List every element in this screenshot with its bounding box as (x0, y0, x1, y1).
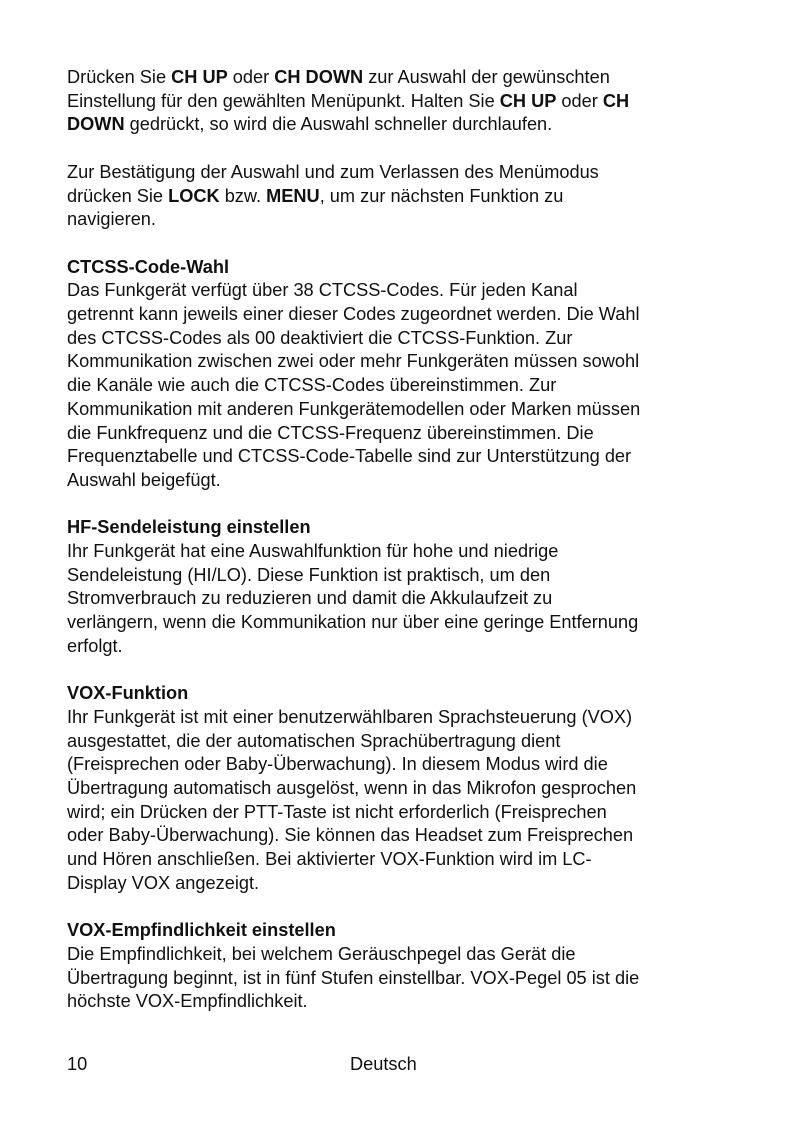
text-line: Übertragung automatisch ausgelöst, wenn in das Mikrofon gesprochen (67, 778, 637, 799)
text-line: und Hören anschließen. Bei aktivierter VOX-Funktion wird im LC- (67, 849, 592, 870)
key-menu: MENU (266, 185, 320, 206)
text-line: Kommunikation zwischen zwei oder mehr Funkgeräten müssen sowohl (67, 351, 640, 372)
intro-paragraph-confirm (67, 161, 747, 232)
text-line: Ihr Funkgerät hat eine Auswahlfunktion für hohe und niedrige (67, 541, 559, 562)
section-heading: VOX-Funktion (67, 683, 189, 704)
text-line: Stromverbrauch zu reduzieren und damit die Akkulaufzeit zu (67, 588, 553, 609)
text-line: Das Funkgerät verfügt über 38 CTCSS-Codes. Für jeden Kanal (67, 280, 578, 301)
footer-language: Deutsch (350, 1054, 417, 1074)
text-line: (Freisprechen oder Baby-Überwachung). In diesem Modus wird die (67, 754, 608, 775)
section-vox-sensitivity (67, 919, 747, 1014)
text-line: die Funkfrequenz und die CTCSS-Frequenz übereinstimmen. Die (67, 422, 594, 443)
text-line: Ihr Funkgerät ist mit einer benutzerwählbaren Sprachsteuerung (VOX) (67, 706, 633, 727)
key-ch-up: CH UP (499, 90, 557, 111)
text-line: erfolgt. (67, 635, 123, 656)
text-line: Display VOX angezeigt. (67, 872, 260, 893)
key-ch-down: CH DOWN (274, 67, 364, 87)
text-line: Übertragung beginnt, ist in fünf Stufen einstellbar. VOX-Pegel 05 ist die (67, 967, 640, 988)
text-line: drücken Sie LOCK bzw. MENU, um zur nächsten Funktion zu (67, 185, 564, 206)
text-line: wird; ein Drücken der PTT-Taste ist nicht erforderlich (Freisprechen (67, 801, 607, 822)
section-vox-function (67, 682, 747, 895)
text-line: ausgestattet, die der automatischen Sprachübertragung dient (67, 730, 561, 751)
key-ch-up: CH UP (171, 67, 228, 87)
section-heading: VOX-Empfindlichkeit einstellen (67, 920, 336, 941)
section-hf-power (67, 516, 747, 658)
text-line: Die Empfindlichkeit, bei welchem Geräuschpegel das Gerät die (67, 943, 576, 964)
key-lock: LOCK (168, 185, 220, 206)
key-ch-down-part: DOWN (67, 114, 125, 135)
text-line: die Kanäle wie auch die CTCSS-Codes übereinstimmen. Zur (67, 375, 557, 396)
text-line: Frequenztabelle und CTCSS-Code-Tabelle sind zur Unterstützung der (67, 446, 632, 467)
text-line: getrennt kann jeweils einer dieser Codes zugeordnet werden. Die Wahl (67, 304, 640, 324)
text-line: Drücken Sie CH UP oder CH DOWN zur Auswahl der gewünschten (67, 67, 610, 87)
text-line: DOWN gedrückt, so wird die Auswahl schneller durchlaufen. (67, 114, 553, 135)
text-line: Zur Bestätigung der Auswahl und zum Verlassen des Menümodus (67, 161, 599, 182)
key-ch-down-part: CH (602, 90, 630, 111)
text-line: Auswahl beigefügt. (67, 469, 221, 490)
manual-page (67, 66, 747, 1038)
text-line: Einstellung für den gewählten Menüpunkt. Halten Sie CH UP oder CH (67, 90, 630, 111)
section-ctcss-code (67, 256, 747, 493)
text-line: Kommunikation mit anderen Funkgerätemodellen oder Marken müssen (67, 398, 641, 419)
page-number: 10 (67, 1054, 88, 1074)
intro-paragraph-channel-select (67, 66, 747, 137)
text-line: höchste VOX-Empfindlichkeit. (67, 991, 308, 1012)
text-line: des CTCSS-Codes als 00 deaktiviert die CTCSS-Funktion. Zur (67, 327, 573, 348)
section-heading: HF-Sendeleistung einstellen (67, 517, 311, 538)
text-line: verlängern, wenn die Kommunikation nur über eine geringe Entfernung (67, 612, 639, 633)
text-line: navigieren. (67, 209, 156, 230)
section-heading: CTCSS-Code-Wahl (67, 256, 229, 277)
text-line: Sendeleistung (HI/LO). Diese Funktion ist praktisch, um den (67, 564, 551, 585)
text-line: oder Baby-Überwachung). Sie können das Headset zum Freisprechen (67, 825, 634, 846)
